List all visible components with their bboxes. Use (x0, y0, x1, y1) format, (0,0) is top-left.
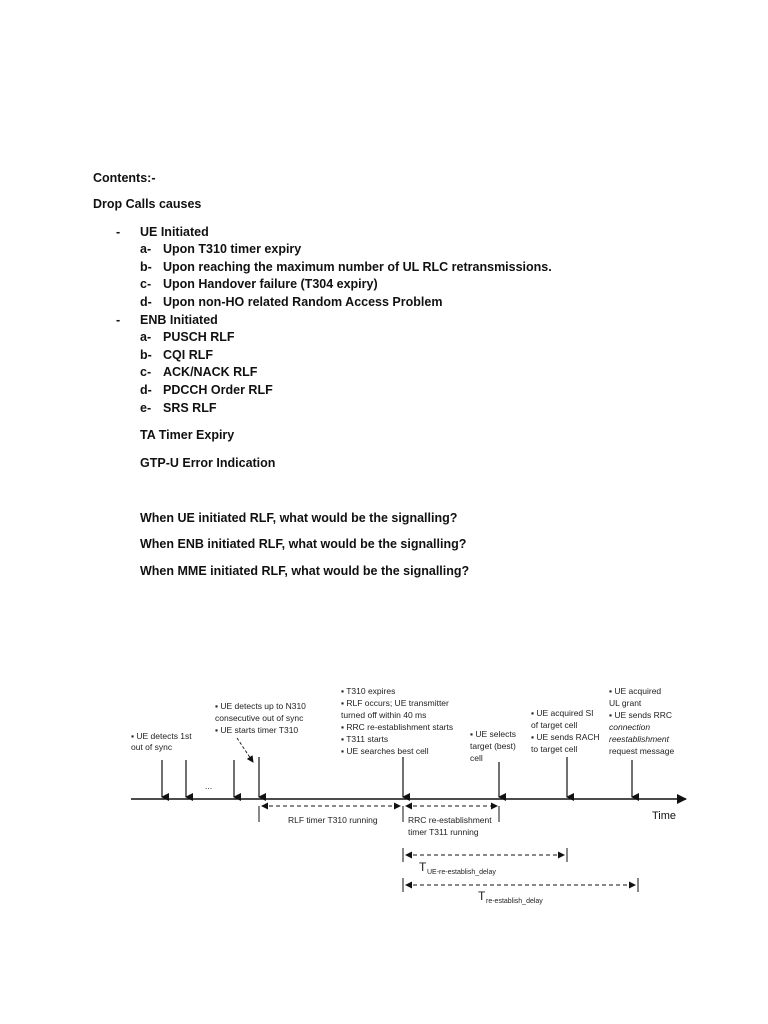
annotation-line: ▪ UE acquired (609, 686, 662, 696)
annotation-line: to target cell (531, 744, 578, 754)
annotation-line: connection (609, 722, 651, 732)
ue-item-marker: a- (140, 242, 152, 256)
annotation-line: turned off within 40 ms (341, 710, 427, 720)
question-ue: When UE initiated RLF, what would be the signalling? (140, 511, 458, 525)
ue-initiated-label: UE Initiated (140, 225, 209, 239)
rlf-running-label: RLF timer T310 running (288, 815, 378, 825)
contents-heading: Contents:- (93, 171, 156, 185)
rrc-running-label: timer T311 running (408, 827, 479, 837)
enb-item-text: CQI RLF (163, 348, 213, 362)
re-delay-subscript: re-establish_delay (486, 898, 543, 905)
enb-item-marker: c- (140, 365, 152, 379)
annotation-detect-first (131, 731, 192, 752)
ue-item-text: Upon T310 timer expiry (163, 242, 302, 256)
enb-initiated-label: ENB Initiated (140, 313, 218, 327)
annotation-t310-expires (341, 686, 453, 756)
enb-item-marker: e- (140, 401, 152, 415)
annotation-selects-target (470, 729, 516, 763)
annotation-line: ▪ UE detects 1st (131, 731, 192, 741)
enb-initiated-dash: - (116, 313, 121, 327)
enb-item-text: ACK/NACK RLF (163, 365, 258, 379)
ue-item-text: Upon reaching the maximum number of UL RLC retransmissions. (163, 260, 552, 274)
time-axis-label: Time (652, 810, 677, 822)
ue-item-text: Upon Handover failure (T304 expiry) (163, 277, 378, 291)
ue-delay-symbol: T (419, 860, 427, 874)
rrc-running-label: RRC re-establishment (408, 815, 492, 825)
annotation-line: ▪ UE detects up to N310 (215, 701, 306, 711)
annotation-line: request message (609, 746, 675, 756)
annotation-line: ▪ UE acquired SI (531, 708, 594, 718)
ue-item-marker: d- (140, 295, 152, 309)
ta-timer-expiry: TA Timer Expiry (140, 428, 235, 442)
ue-initiated-dash: - (116, 225, 121, 239)
section-title: Drop Calls causes (93, 197, 202, 211)
dashed-pointer (237, 738, 253, 762)
annotation-line: ▪ UE selects (470, 729, 516, 739)
annotation-line: ▪ T310 expires (341, 686, 396, 696)
annotation-line: ▪ RLF occurs; UE transmitter (341, 698, 449, 708)
ue-item-marker: c- (140, 277, 152, 291)
question-mme: When MME initiated RLF, what would be the signalling? (140, 564, 470, 578)
annotation-line: out of sync (131, 742, 173, 752)
gtp-u-error: GTP-U Error Indication (140, 456, 276, 470)
annotation-line: ▪ UE searches best cell (341, 746, 429, 756)
enb-item-text: SRS RLF (163, 401, 217, 415)
enb-item-marker: a- (140, 330, 152, 344)
annotation-line: ▪ UE starts timer T310 (215, 725, 299, 735)
ue-item-marker: b- (140, 260, 152, 274)
question-enb: When ENB initiated RLF, what would be the signalling? (140, 537, 467, 551)
annotation-line: target (best) (470, 741, 516, 751)
annotation-acquired-grant (609, 686, 674, 756)
annotation-line: of target cell (531, 720, 578, 730)
enb-item-text: PDCCH Order RLF (163, 383, 273, 397)
annotation-detect-n310 (215, 701, 306, 735)
re-delay-symbol: T (478, 889, 486, 903)
annotation-line: cell (470, 753, 483, 763)
annotation-acquired-si (531, 708, 600, 754)
annotation-line: ▪ UE sends RACH (531, 732, 600, 742)
annotation-line: ▪ RRC re-establishment starts (341, 722, 454, 732)
annotation-line: reestablishment (609, 734, 670, 744)
annotation-line: consecutive out of sync (215, 713, 304, 723)
annotation-line: UL grant (609, 698, 642, 708)
annotation-line: ▪ UE sends RRC (609, 710, 673, 720)
ellipsis: ... (205, 781, 213, 791)
annotation-line: ▪ T311 starts (341, 734, 389, 744)
enb-item-text: PUSCH RLF (163, 330, 235, 344)
enb-item-marker: b- (140, 348, 152, 362)
ue-delay-subscript: UE-re-establish_delay (427, 869, 496, 876)
enb-item-marker: d- (140, 383, 152, 397)
ue-item-text: Upon non-HO related Random Access Problem (163, 295, 443, 309)
